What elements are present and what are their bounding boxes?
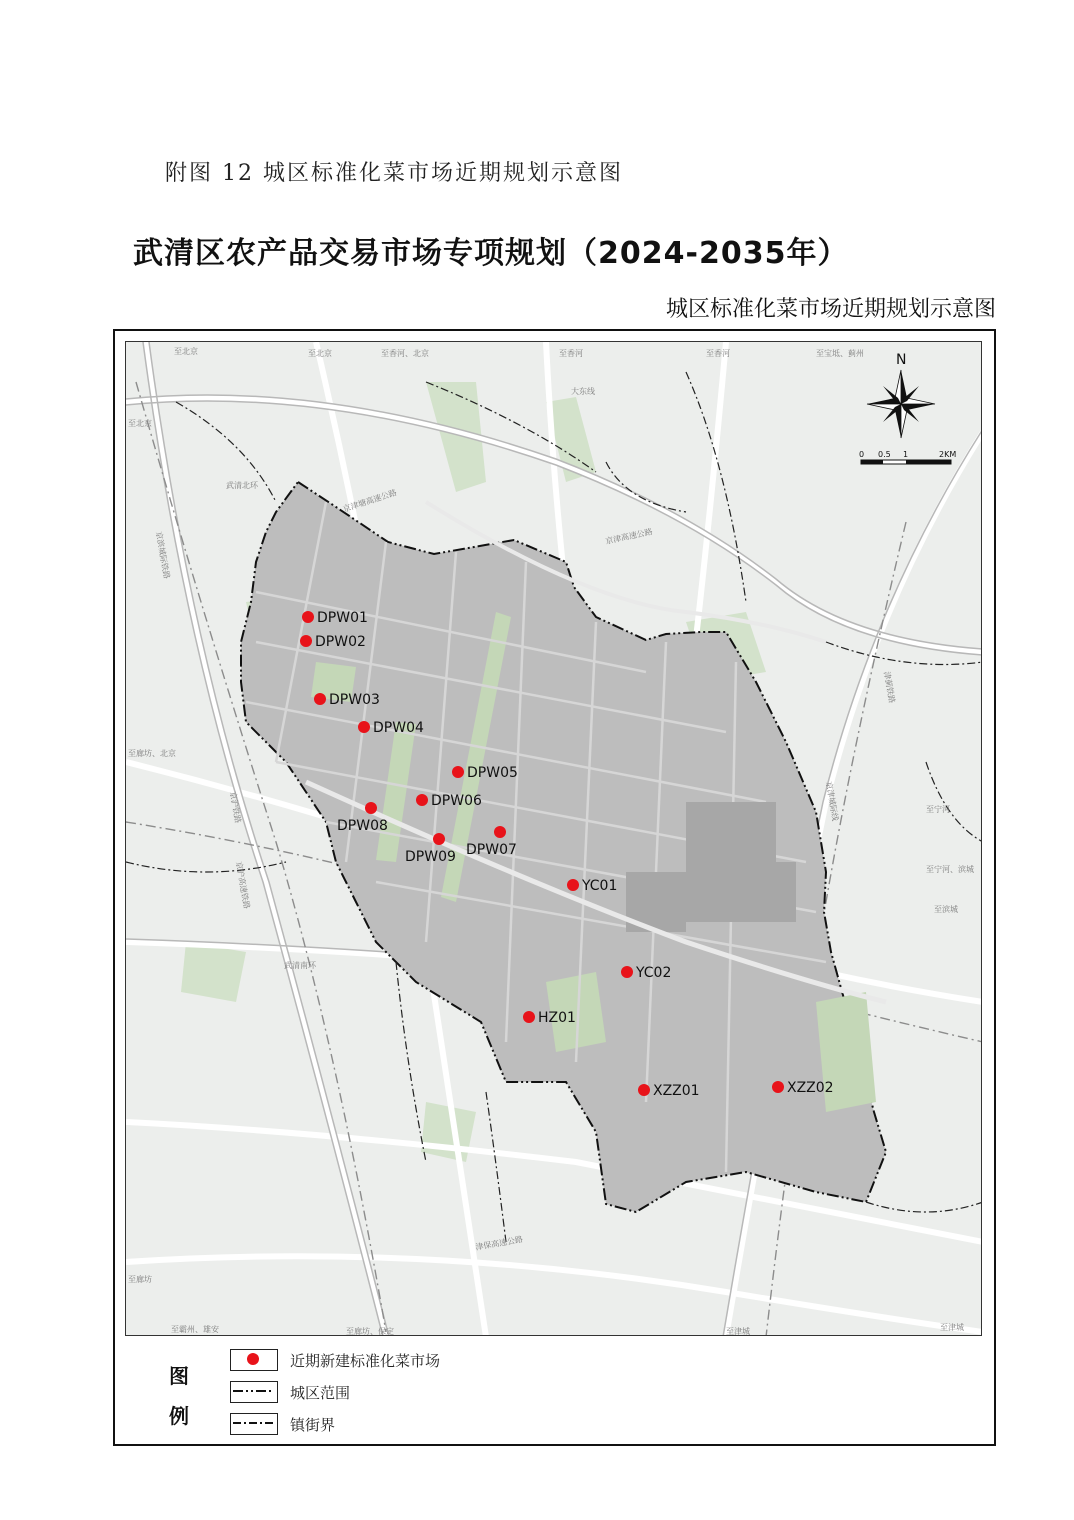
market-label-dpw07: DPW07 xyxy=(466,842,517,858)
figure-caption: 附图 12 城区标准化菜市场近期规划示意图 xyxy=(165,161,623,186)
road-label: 京滨城际铁路 xyxy=(154,530,172,580)
market-marker-dpw01[interactable] xyxy=(302,611,314,623)
market-label-xzz01: XZZ01 xyxy=(653,1083,700,1099)
road-label: 至北京 xyxy=(308,349,332,358)
market-marker-dpw02[interactable] xyxy=(300,635,312,647)
market-marker-dpw05[interactable] xyxy=(452,766,464,778)
market-marker-xzz02[interactable] xyxy=(772,1081,784,1093)
market-label-dpw05: DPW05 xyxy=(467,765,518,781)
market-label-dpw08: DPW08 xyxy=(337,818,388,834)
market-label-dpw01: DPW01 xyxy=(317,610,368,626)
legend-title: 图 例 xyxy=(169,1364,189,1428)
market-marker-yc01[interactable] xyxy=(567,879,579,891)
svg-text:2KM: 2KM xyxy=(939,450,957,459)
road-label: 至津城 xyxy=(940,1323,964,1332)
market-label-dpw09: DPW09 xyxy=(405,849,456,865)
market-marker-yc02[interactable] xyxy=(621,966,633,978)
road-label: 至宝坻、蓟州 xyxy=(816,349,864,358)
red-dot-icon xyxy=(230,1349,278,1371)
legend-item-township-boundary: 镇街界 xyxy=(230,1411,335,1437)
market-marker-hz01[interactable] xyxy=(523,1011,535,1023)
road-label: 津保高速公路 xyxy=(474,1234,524,1252)
road-label: 京沪铁路 xyxy=(228,790,243,824)
road-label: 至霸州、雄安 xyxy=(171,1325,219,1334)
road-label: 京津塘高速公路 xyxy=(341,488,398,514)
market-marker-dpw04[interactable] xyxy=(358,721,370,733)
market-label-dpw02: DPW02 xyxy=(315,634,366,650)
road-label: 至宁河 xyxy=(926,805,950,814)
road-label: 至宁河、滨城 xyxy=(926,865,974,874)
market-label-dpw03: DPW03 xyxy=(329,692,380,708)
svg-text:0: 0 xyxy=(859,450,865,459)
market-marker-dpw03[interactable] xyxy=(314,693,326,705)
market-label-dpw04: DPW04 xyxy=(373,720,424,736)
market-marker-dpw09[interactable] xyxy=(433,833,445,845)
road-label: 京沪高速铁路 xyxy=(234,860,252,910)
market-label-yc01: YC01 xyxy=(582,878,618,894)
road-label: 至香河、北京 xyxy=(381,349,429,358)
market-label-xzz02: XZZ02 xyxy=(787,1080,834,1096)
scale-bar xyxy=(859,450,956,464)
road-label: 至津城 xyxy=(726,1327,750,1336)
road-label: 京津高速公路 xyxy=(604,527,654,546)
market-marker-xzz01[interactable] xyxy=(638,1084,650,1096)
market-marker-dpw07[interactable] xyxy=(494,826,506,838)
page-title: 武清区农产品交易市场专项规划（2024-2035年） xyxy=(133,236,849,271)
road-label: 大东线 xyxy=(571,387,595,396)
road-label: 武清北环 xyxy=(226,481,258,490)
market-label-hz01: HZ01 xyxy=(538,1010,576,1026)
north-label: N xyxy=(896,352,907,368)
legend-item-urban-boundary: 城区范围 xyxy=(230,1379,350,1405)
road-label: 至廊坊、北京 xyxy=(128,749,176,758)
legend-item-new-market: 近期新建标准化菜市场 xyxy=(230,1347,440,1373)
road-label: 津蓟铁路 xyxy=(882,670,897,704)
road-label: 至北京 xyxy=(128,419,152,428)
map-canvas[interactable] xyxy=(125,341,982,1336)
dash-line-icon xyxy=(230,1413,278,1435)
market-marker-dpw06[interactable] xyxy=(416,794,428,806)
market-label-dpw06: DPW06 xyxy=(431,793,482,809)
market-label-yc02: YC02 xyxy=(636,965,672,981)
road-label: 武清南环 xyxy=(284,961,316,970)
map-svg xyxy=(126,342,982,1336)
svg-text:1: 1 xyxy=(903,450,909,459)
road-label: 至香河 xyxy=(706,349,730,358)
road-label: 至北京 xyxy=(174,347,198,356)
dash-dot-line-icon xyxy=(230,1381,278,1403)
road-label: 至香河 xyxy=(559,349,583,358)
road-label: 京津城际线 xyxy=(824,780,840,822)
road-label: 至廊坊、保定 xyxy=(346,1327,394,1336)
road-label: 至廊坊 xyxy=(128,1275,152,1284)
compass-rose-icon xyxy=(867,352,935,438)
market-marker-dpw08[interactable] xyxy=(365,802,377,814)
svg-text:0.5: 0.5 xyxy=(878,450,891,459)
map-subtitle: 城区标准化菜市场近期规划示意图 xyxy=(665,297,996,322)
road-label: 至滨城 xyxy=(934,905,958,914)
